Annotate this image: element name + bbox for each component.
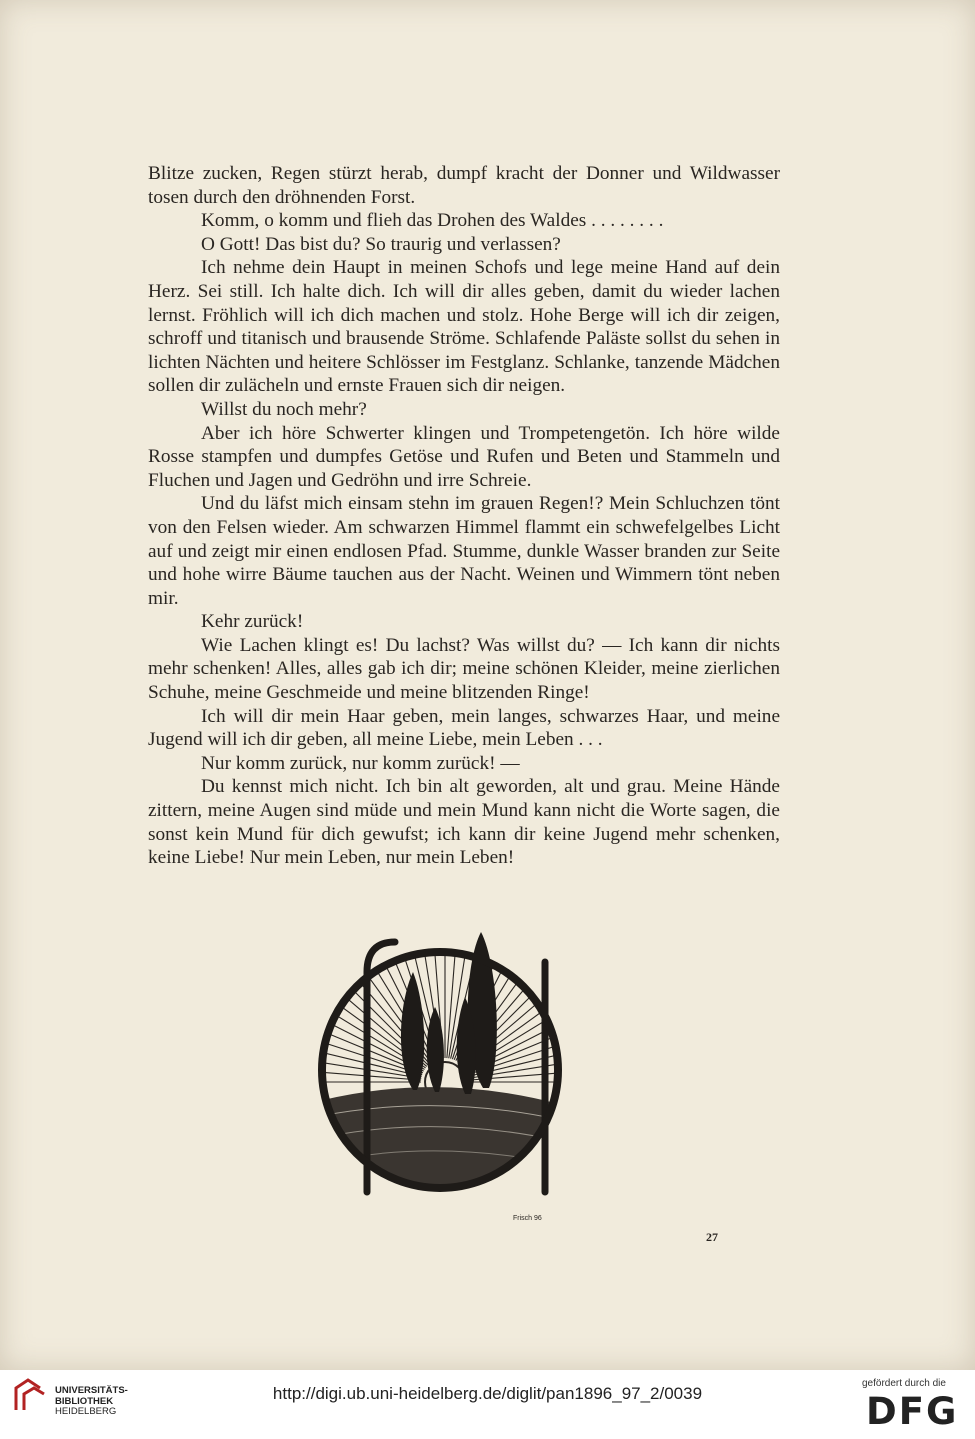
vignette-illustration [295, 902, 585, 1232]
funding-note: gefördert durch die [862, 1378, 946, 1389]
paragraph: Ich nehme dein Haupt in meinen Schofs und lege meine Hand auf dein Herz. Sei still. Ich halte dich. Ich will dir alles geben, damit du wieder lachen lernst. Fröhlich will ich dich machen und stolz. Hohe Berge will ich dir zeigen, schroff und titanisch und brausende Ströme. Schlafende Paläste sollst du sehen in lichten Nächten und heitere Schlösser im Festglanz. Schlanke, tanzende Mädchen sollen dir zulächeln und ernste Frauen sich dir neigen. [148, 257, 780, 397]
paragraph: Kehr zurück! [201, 611, 304, 633]
paragraph: Und du läfst mich einsam stehn im grauen Regen!? Mein Schluchzen tönt von den Felsen wieder. Am schwarzen Himmel flammt ein schwefelgelbes Licht auf und zeigt mir einen endlosen Pfad. Stumme, dunkle Wasser branden zur Seite und hohe wirre Bäume tauchen aus der Nacht. Weinen und Wimmern tönt neben mir. [148, 493, 780, 609]
source-url-link[interactable]: http://digi.ub.uni-heidelberg.de/diglit/pan1896_97_2/0039 [272, 1384, 703, 1403]
paragraph: Nur komm zurück, nur komm zurück! — [201, 752, 520, 774]
library-line: BIBLIOTHEK [55, 1395, 114, 1407]
paragraph: Aber ich höre Schwerter klingen und Trompetengetön. Ich höre wilde Rosse stampfen und dumpfes Getöse und Rufen und Beten und Stammeln und Fluchen und Jagen und Gedröhn und irre Schreie. [148, 422, 780, 491]
page-number: 27 [706, 1230, 718, 1244]
dfg-logo: DFG [866, 1390, 959, 1433]
paragraph: Komm, o komm und flieh das Drohen des Waldes . . . . . . . . [201, 210, 664, 232]
paragraph: Blitze zucken, Regen stürzt herab, dumpf kracht der Donner und Wildwasser tosen durch den dröhnenden Forst. [148, 163, 780, 208]
main-text [148, 162, 780, 870]
artist-signature: Frisch 96 [513, 1215, 542, 1222]
paragraph: Ich will dir mein Haar geben, mein langes, schwarzes Haar, und meine Jugend will ich dir geben, all meine Liebe, mein Leben . . . [148, 705, 780, 751]
paragraph: Wie Lachen klingt es! Du lachst? Was willst du? — Ich kann dir nichts mehr schenken! Alles, alles gab ich dir; meine schönen Kleider, meine zierlichen Schuhe, meine Geschmeide und meine blitzenden Ringe! [148, 634, 780, 704]
footer-bar [0, 1370, 975, 1439]
paragraph: O Gott! Das bist du? So traurig und verlassen? [201, 233, 561, 255]
paragraph: Willst du noch mehr? [201, 398, 367, 420]
library-line: UNIVERSITÄTS- [55, 1385, 128, 1396]
paragraph: Du kennst mich nicht. Ich bin alt geworden, alt und grau. Meine Hände zittern, meine Augen sind müde und mein Mund kann nicht die Worte sagen, die sonst kein Mund für dich gewufst; ich kann dir keine Jugend mehr schenken, keine Liebe! Nur mein Leben, nur mein Leben! [148, 776, 780, 869]
library-line: HEIDELBERG [55, 1406, 117, 1417]
